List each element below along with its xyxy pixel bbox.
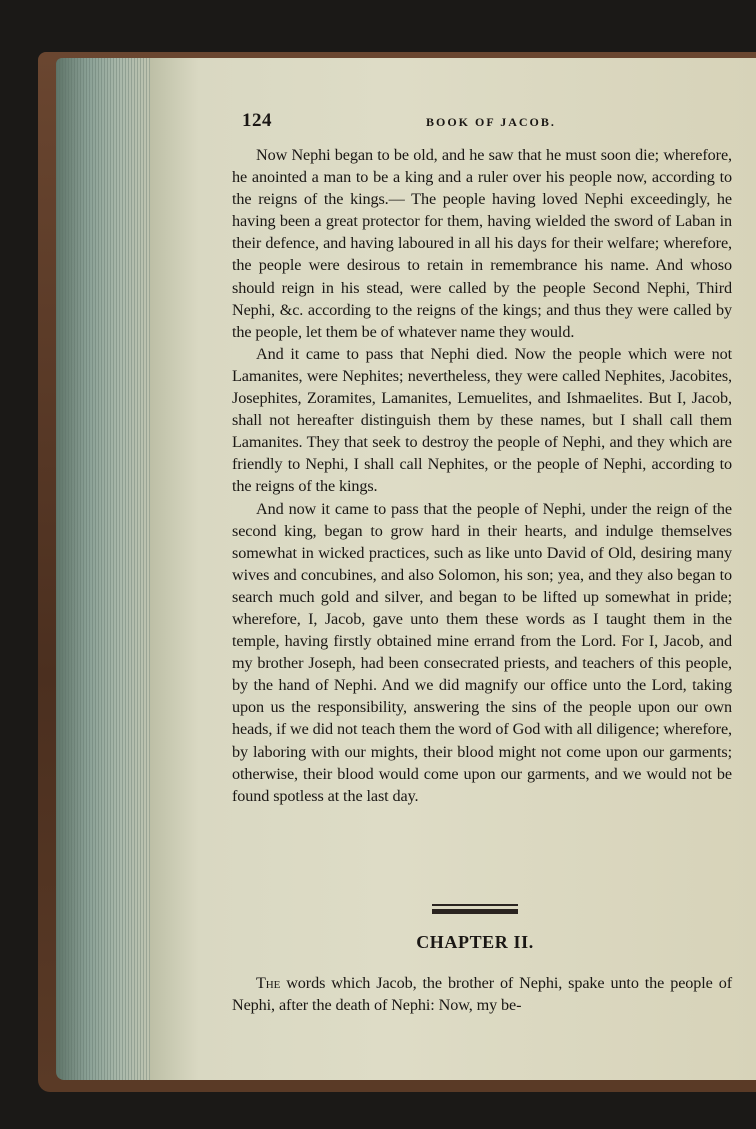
chapter-heading: CHAPTER II. bbox=[416, 932, 534, 952]
paragraph-nephi-died: And it came to pass that Nephi died. Now the people which were not Lamanites, were Nephites; nevertheless, they were called Nephites, Jacobites, Josephites, Zoramites, Lamanites, Lemuelites, and Ishmaelites. But I, Jacob, shall not hereafter distinguish them by these names, but I shall call them Lamanites. They that seek to destroy the people of Nephi, and they which are friendly to Nephi, I shall call Nephites, or the people of Nephi, according to the reigns of the kings. bbox=[232, 344, 732, 496]
paragraph-nephi-old: Now Nephi began to be old, and he saw that he must soon die; wherefore, he anointed a man to be a king and a ruler over his people now, according to the reigns of the kings.— The people having loved Nephi exceedingly, he having been a great protector for them, having wielded the sword of Laban in their defence, and having laboured in all his days for their welfare; wherefore, the people were desirous to retain in remembrance his name. And whoso should reign in his stead, were called by the people Second Nephi, Third Nephi, &c. according to the reigns of the kings; and thus they were called by the people, let them be of whatever name they would. bbox=[232, 146, 732, 341]
book-page bbox=[150, 58, 756, 1080]
chapter-opening-text: words which Jacob, the brother of Nephi, spake unto the people of Nephi, after the death of Nephi: Now, my be- bbox=[232, 974, 732, 1015]
section-divider bbox=[432, 904, 518, 914]
running-head bbox=[242, 110, 742, 134]
paragraph-second-king: And now it came to pass that the people of Nephi, under the reign of the second king, began to grow hard in their hearts, and indulge themselves somewhat in wicked practices, such as like unto David of Old, desiring many wives and concubines, and also Solomon, his son; yea, and they also began to search much gold and silver, and began to be lifted up somewhat in pride; wherefore, I, Jacob, gave unto them these words as I taught them in the temple, having firstly obtained mine errand from the Lord. For I, Jacob, and my brother Joseph, had been consecrated priests, and teachers of this people, by the hand of Nephi. And we did magnify our office unto the Lord, taking upon us the responsibility, answering the sins of the people upon our own heads, if we did not teach them the word of God with all diligence; wherefore, by laboring with our mights, their blood might not come upon our garments; otherwise, their blood would come upon our garments, and we would not be found spotless at the last day. bbox=[232, 499, 732, 805]
running-title: BOOK OF JACOB. bbox=[426, 115, 556, 129]
chapter-first-word: The bbox=[256, 974, 281, 992]
chapter-opening-paragraph bbox=[232, 972, 732, 1016]
page-edges bbox=[56, 58, 162, 1080]
body-text bbox=[232, 144, 732, 807]
chapter-text bbox=[232, 972, 732, 1016]
page-number: 124 bbox=[242, 110, 272, 131]
